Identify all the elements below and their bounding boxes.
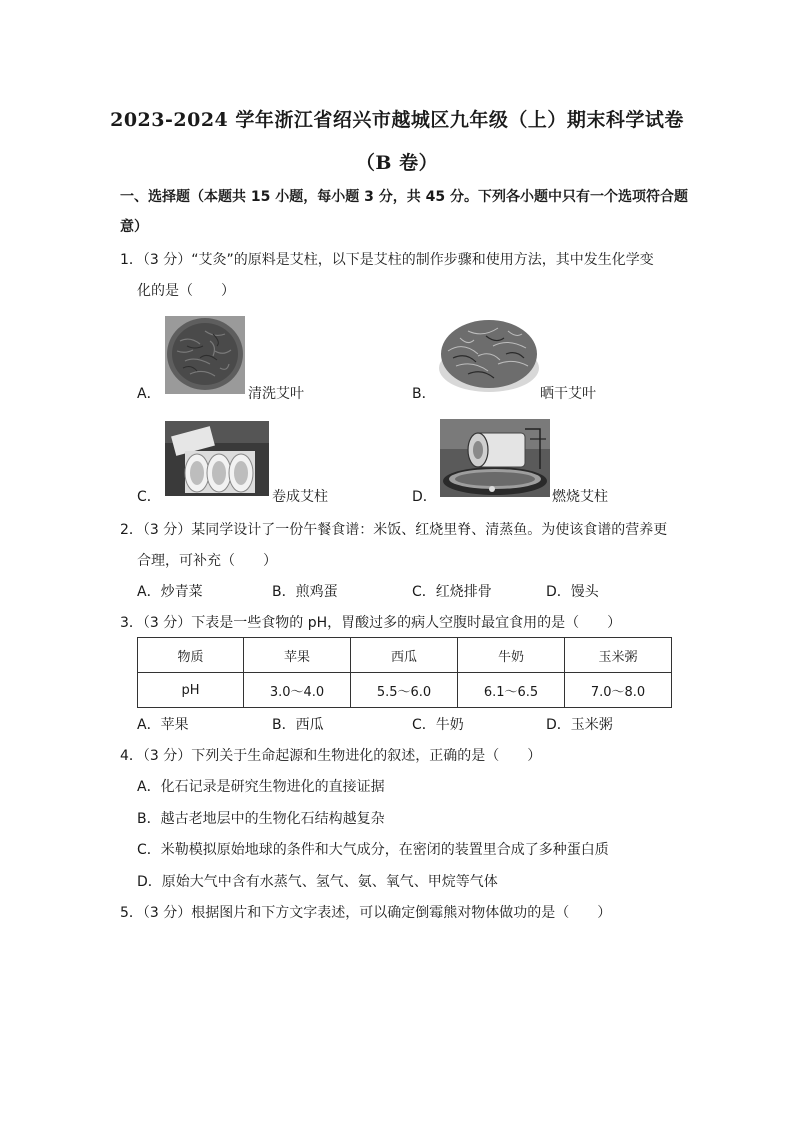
question-2-option-d: D．馒头	[546, 584, 599, 600]
question-4-option-b: B．越古老地层中的生物化石结构越复杂	[137, 811, 385, 827]
burning-moxa-image	[440, 419, 550, 497]
table-cell: 5.5～6.0	[351, 673, 458, 708]
option-b-text: 晒干艾叶	[540, 386, 596, 402]
section-heading-cont: 意）	[120, 219, 148, 235]
option-a-text: 清洗艾叶	[248, 386, 304, 402]
question-1-stem-cont: 化的是（ ）	[137, 283, 235, 299]
question-4-option-a: A．化石记录是研究生物进化的直接证据	[137, 779, 385, 795]
table-row	[138, 673, 672, 708]
washed-mugwort-image	[165, 316, 245, 394]
question-4-option-d: D．原始大气中含有水蒸气、氢气、氨、氧气、甲烷等气体	[137, 874, 498, 890]
rolled-moxa-sticks-image	[165, 421, 269, 496]
section-heading: 一、选择题（本题共 15 小题，每小题 3 分，共 45 分。下列各小题中只有一个选项符合题	[120, 189, 688, 205]
table-cell: 牛奶	[458, 638, 565, 673]
option-c-letter: C．	[137, 489, 161, 505]
question-2-option-a: A．炒青菜	[137, 584, 203, 600]
option-b-letter: B．	[412, 386, 436, 402]
question-2-stem-cont: 合理，可补充（ ）	[137, 553, 277, 569]
ph-table	[137, 637, 672, 708]
document-title: 2023-2024 学年浙江省绍兴市越城区九年级（上）期末科学试卷	[110, 109, 684, 131]
question-4-option-c: C．米勒模拟原始地球的条件和大气成分，在密闭的装置里合成了多种蛋白质	[137, 842, 609, 858]
table-cell: 7.0～8.0	[565, 673, 672, 708]
table-cell: 6.1～6.5	[458, 673, 565, 708]
question-3-option-a: A．苹果	[137, 717, 189, 733]
question-3-stem: 3．（3 分）下表是一些食物的 pH，胃酸过多的病人空腹时最宜食用的是（ ）	[120, 615, 622, 631]
option-d-letter: D．	[412, 489, 437, 505]
table-cell: 苹果	[244, 638, 351, 673]
question-4-stem: 4．（3 分）下列关于生命起源和生物进化的叙述，正确的是（ ）	[120, 748, 542, 764]
table-cell: 3.0～4.0	[244, 673, 351, 708]
dried-mugwort-image	[438, 316, 540, 394]
question-3-option-c: C．牛奶	[412, 717, 464, 733]
question-5-stem: 5．（3 分）根据图片和下方文字表述，可以确定倒霉熊对物体做功的是（ ）	[120, 905, 612, 921]
question-3-option-d: D．玉米粥	[546, 717, 613, 733]
question-2-option-c: C．红烧排骨	[412, 584, 492, 600]
option-d-text: 燃烧艾柱	[552, 489, 608, 505]
table-cell: pH	[138, 673, 244, 708]
table-cell: 西瓜	[351, 638, 458, 673]
table-cell: 玉米粥	[565, 638, 672, 673]
question-2-stem: 2．（3 分）某同学设计了一份午餐食谱：米饭、红烧里脊、清蒸鱼。为使该食谱的营养更	[120, 522, 668, 538]
question-1-stem: 1．（3 分）“艾灸”的原料是艾柱，以下是艾柱的制作步骤和使用方法，其中发生化学变	[120, 252, 654, 268]
document-subtitle: （B 卷）	[355, 152, 439, 174]
question-2-option-b: B．煎鸡蛋	[272, 584, 338, 600]
table-row	[138, 638, 672, 673]
table-cell: 物质	[138, 638, 244, 673]
option-a-letter: A．	[137, 386, 161, 402]
question-3-option-b: B．西瓜	[272, 717, 324, 733]
option-c-text: 卷成艾柱	[272, 489, 328, 505]
